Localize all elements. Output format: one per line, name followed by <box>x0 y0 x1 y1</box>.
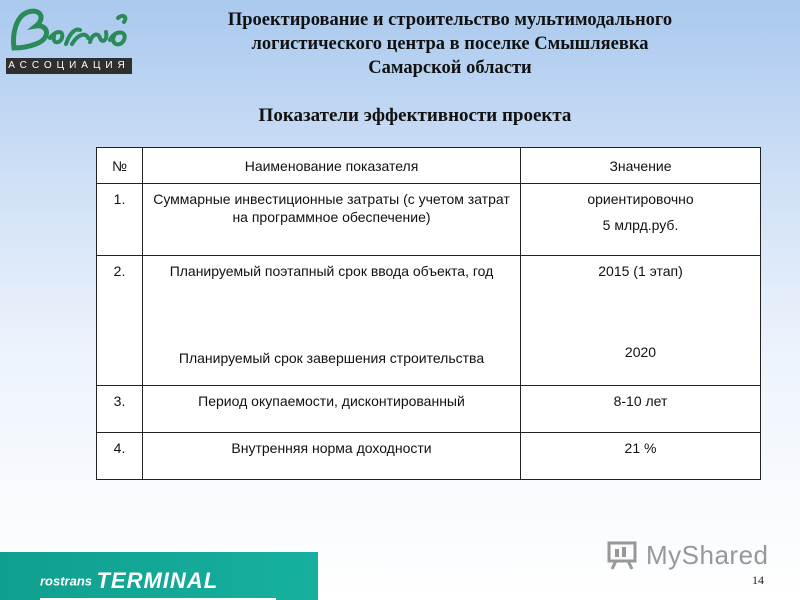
title-line-2: логистического центра в поселке Смышляевка <box>251 34 649 54</box>
row-name-line-2: Планируемый срок завершения строительства <box>178 350 485 366</box>
row-number: 4. <box>97 433 143 480</box>
table-row <box>97 433 761 480</box>
title-line-3: Самарской области <box>368 58 532 78</box>
association-label: АССОЦИАЦИЯ <box>6 58 132 74</box>
title-line-1: Проектирование и строительство мультимодального <box>227 10 673 30</box>
page-title <box>150 8 750 80</box>
row-number: 2. <box>97 256 143 386</box>
row-value: 8-10 лет <box>521 386 761 433</box>
row-value <box>521 256 761 386</box>
row-value: 21 % <box>521 433 761 480</box>
presentation-board-icon <box>606 540 640 570</box>
rostrans-terminal-logo <box>0 552 318 600</box>
row-indicator-name: Внутренняя норма доходности <box>143 433 521 480</box>
row-value-line-2: 2020 <box>624 344 657 360</box>
indicators-table <box>96 147 761 480</box>
table-header-row <box>97 148 761 184</box>
brand-big-text: TERMINAL <box>96 568 219 593</box>
row-name-line-1: Планируемый поэтапный срок ввода объекта, год <box>169 263 494 279</box>
table-row <box>97 184 761 256</box>
row-number: 3. <box>97 386 143 433</box>
logo-script-graphic <box>6 4 134 60</box>
brand-small-text: rostrans <box>40 573 93 589</box>
row-value-line-1: ориентировочно <box>587 191 694 207</box>
row-indicator-name: Период окупаемости, дисконтированный <box>143 386 521 433</box>
row-number: 1. <box>97 184 143 256</box>
row-value-line-2: 5 млрд.руб. <box>602 217 679 233</box>
header-value: Значение <box>521 148 761 184</box>
header-number: № <box>97 148 143 184</box>
myshared-watermark <box>606 535 776 575</box>
row-indicator-name: Суммарные инвестиционные затраты (с учетом затрат на программное обеспечение) <box>143 184 521 256</box>
page-number: 14 <box>752 573 764 587</box>
row-indicator-name <box>143 256 521 386</box>
row-value-line-1: 2015 (1 этап) <box>598 263 683 279</box>
header-indicator-name: Наименование показателя <box>143 148 521 184</box>
table-row <box>97 386 761 433</box>
page-subtitle: Показатели эффективности проекта <box>258 105 572 126</box>
row-value <box>521 184 761 256</box>
watermark-text: MyShared <box>646 539 769 570</box>
table-row <box>97 256 761 386</box>
